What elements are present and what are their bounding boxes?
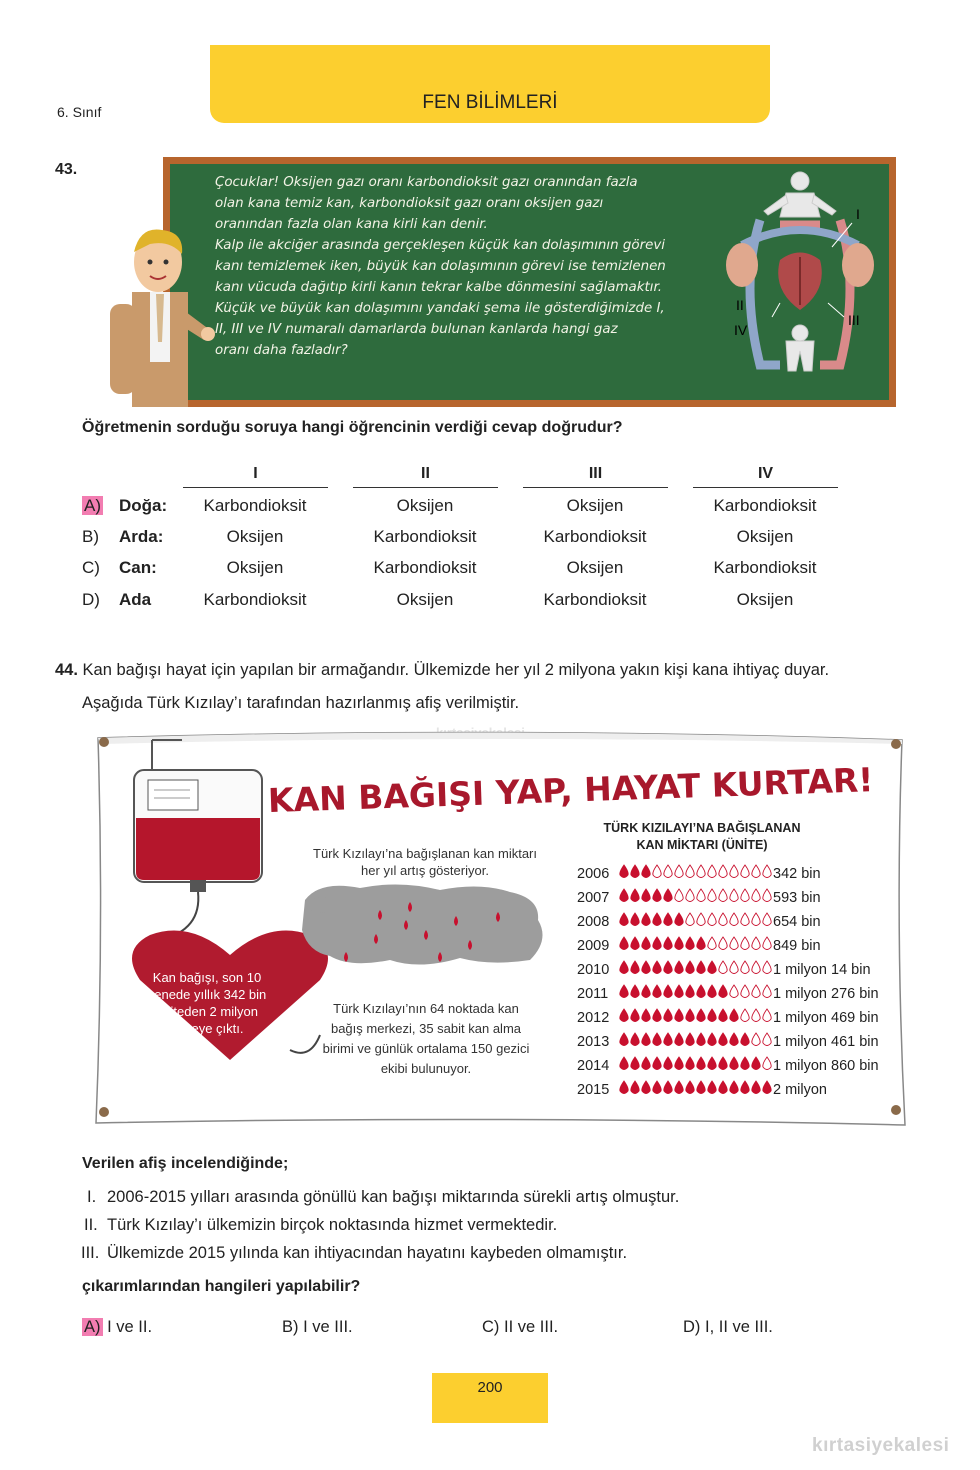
- option-letter: D): [683, 1318, 701, 1336]
- chart-value-label: 1 milyon 461 bin: [773, 1034, 879, 1050]
- label-II: II: [736, 297, 744, 313]
- col-header-I: I: [253, 465, 258, 482]
- statement-text: 2006-2015 yılları arasında gönüllü kan bağışı miktarında sürekli artış olmuştur.: [107, 1188, 680, 1206]
- answer-cell: Karbondioksit: [373, 558, 477, 577]
- answer-cell: Oksijen: [396, 590, 454, 609]
- chart-year-label: 2010: [577, 962, 610, 978]
- header-rule: [183, 487, 328, 488]
- chart-value-label: 1 milyon 276 bin: [773, 986, 879, 1002]
- answer-cell: Karbondioksit: [543, 527, 647, 546]
- option-d[interactable]: [683, 1318, 773, 1337]
- answer-cell: Oksijen: [396, 496, 454, 515]
- answer-cell: Karbondioksit: [203, 496, 307, 515]
- heart-text-line: senede yıllık 342 bin: [147, 987, 267, 1002]
- board-line: oranı daha fazladır?: [215, 343, 348, 358]
- option-letter: C): [482, 1318, 500, 1336]
- chart-year-label: 2011: [577, 986, 609, 1002]
- chart-value-label: 1 milyon 860 bin: [773, 1058, 879, 1074]
- poster-title: KAN BAĞIŞI YAP, HAYAT KURTAR!: [267, 760, 874, 821]
- label-III: III: [848, 312, 860, 328]
- chart-value-label: 1 milyon 469 bin: [773, 1010, 879, 1026]
- chart-title-line: KAN MİKTARI (ÜNİTE): [636, 838, 768, 852]
- board-line: Kalp ile akciğer arasında gerçekleşen küçük kan dolaşımının görevi: [215, 238, 665, 253]
- board-line: Küçük ve büyük kan dolaşımını yandaki şema ile gösterdiğimizde I,: [215, 301, 665, 316]
- chart-value-label: 1 milyon 14 bin: [773, 962, 871, 978]
- col-header-II: II: [421, 465, 430, 482]
- chart-value-label: 849 bin: [773, 938, 821, 954]
- answer-cell: Karbondioksit: [713, 558, 817, 577]
- statement-text: Türk Kızılay’ı ülkemizin birçok noktasında hizmet vermektedir.: [107, 1216, 558, 1234]
- teacher-illustration: [100, 222, 220, 407]
- answer-cell: Oksijen: [736, 527, 794, 546]
- option-b[interactable]: [282, 1318, 353, 1337]
- question-44-text: çıkarımlarından hangileri yapılabilir?: [82, 1278, 361, 1295]
- option-text: I, II ve III.: [705, 1318, 773, 1336]
- statements-prompt: Verilen afiş incelendiğinde;: [82, 1155, 289, 1172]
- answer-marker: A): [84, 496, 101, 515]
- chart-year-label: 2006: [577, 866, 610, 882]
- option-text: I ve II.: [107, 1318, 153, 1336]
- student-name: Doğa:: [119, 496, 168, 515]
- label-IV: IV: [734, 322, 748, 338]
- board-line: oranından fazla olan kana kirli kan denir.: [215, 217, 488, 232]
- board-line: II, III ve IV numaralı damarlarda bulunan kanlarda hangi gaz: [215, 322, 618, 337]
- map-caption-bottom: ekibi bulunuyor.: [380, 1061, 472, 1076]
- chart-value-label: 342 bin: [773, 866, 821, 882]
- map-caption-bottom: birimi ve günlük ortalama 150 gezici: [322, 1041, 530, 1056]
- footer-watermark: kırtasiyekalesi: [812, 1435, 950, 1456]
- option-b-letter[interactable]: B): [82, 527, 99, 546]
- board-line: olan kana temiz kan, karbondioksit gazı oranı oksijen gazı: [215, 196, 604, 211]
- answer-cell: Oksijen: [566, 558, 624, 577]
- chart-year-label: 2013: [577, 1034, 610, 1050]
- map-caption-top: Türk Kızılayı’na bağışlanan kan miktarı: [313, 846, 537, 861]
- question-43-number: 43.: [55, 161, 78, 178]
- answer-cell: Oksijen: [566, 496, 624, 515]
- board-line: kanı vücuda dağıtıp kirli kanın tekrar kalbe dönmesini sağlamaktır.: [215, 280, 663, 295]
- label-I: I: [856, 206, 860, 222]
- col-header-IV: IV: [757, 465, 774, 482]
- board-line: Çocuklar! Oksijen gazı oranı karbondioksit gazı oranından fazla: [215, 175, 638, 190]
- header-rule: [523, 487, 668, 488]
- option-a[interactable]: [82, 1318, 152, 1337]
- grade-label: 6. Sınıf: [57, 104, 102, 120]
- option-letter: B): [282, 1318, 299, 1336]
- board-line: kanı temizlemek iken, büyük kan dolaşımının görevi ise temizlenen: [215, 259, 666, 274]
- student-name: Arda:: [119, 527, 164, 546]
- chart-title-line: TÜRK KIZILAYI’NA BAĞIŞLANAN: [603, 821, 801, 835]
- answer-cell: Karbondioksit: [713, 496, 817, 515]
- chart-year-label: 2009: [577, 938, 610, 954]
- statement-number: III.: [81, 1244, 100, 1262]
- heart-text-line: Kan bağışı, son 10: [152, 970, 262, 985]
- subject-title: FEN BİLİMLERİ: [422, 92, 558, 113]
- answer-cell: Karbondioksit: [373, 527, 477, 546]
- statement-number: I.: [87, 1188, 97, 1206]
- map-caption-bottom: Türk Kızılayı’nın 64 noktada kan: [333, 1001, 519, 1016]
- option-d-letter[interactable]: D): [82, 590, 100, 609]
- student-name: Can:: [119, 558, 157, 577]
- chart-year-label: 2014: [577, 1058, 610, 1074]
- chart-year-label: 2012: [577, 1010, 610, 1026]
- circulation-diagram: [720, 165, 890, 400]
- question-44-line2: Aşağıda Türk Kızılay’ı tarafından hazırlanmış afiş verilmiştir.: [82, 694, 520, 712]
- statement-text: Ülkemizde 2015 yılında kan ihtiyacından hayatını kaybeden olmamıştır.: [107, 1244, 628, 1262]
- chart-year-label: 2015: [577, 1082, 610, 1098]
- option-c-letter[interactable]: C): [82, 558, 100, 577]
- chart-value-label: 2 milyon: [773, 1082, 827, 1098]
- answer-cell: Oksijen: [226, 527, 284, 546]
- chart-value-label: 593 bin: [773, 890, 821, 906]
- heart-text-line: üniteden 2 milyon: [156, 1004, 258, 1019]
- question-44-number: 44.: [55, 661, 78, 679]
- chalkboard-text: [215, 172, 715, 361]
- question-43-text: Öğretmenin sorduğu soruya hangi öğrencinin verdiği cevap doğrudur?: [82, 419, 623, 436]
- student-name: Ada: [119, 590, 152, 609]
- page-number: 200: [477, 1379, 503, 1396]
- option-c[interactable]: [482, 1318, 558, 1337]
- chart-year-label: 2007: [577, 890, 610, 906]
- answer-cell: Oksijen: [736, 590, 794, 609]
- header-rule: [353, 487, 498, 488]
- option-text: II ve III.: [504, 1318, 559, 1336]
- answer-cell: Karbondioksit: [203, 590, 307, 609]
- chart-value-label: 654 bin: [773, 914, 821, 930]
- map-caption-bottom: bağış merkezi, 35 sabit kan alma: [330, 1021, 522, 1036]
- option-a-letter[interactable]: [82, 496, 103, 516]
- question-44-intro: [55, 661, 829, 680]
- chart-year-label: 2008: [577, 914, 610, 930]
- heart-text-line: üniteye çıktı.: [170, 1021, 244, 1036]
- poster: [90, 730, 910, 1130]
- question-44-line1: Kan bağışı hayat için yapılan bir armağandır. Ülkemizde her yıl 2 milyona yakın kişi kana ihtiyaç duyar.: [82, 661, 830, 679]
- col-header-III: III: [588, 465, 603, 482]
- answer-marker: A): [84, 1318, 101, 1336]
- map-caption-top: her yıl artış gösteriyor.: [361, 863, 489, 878]
- option-text: I ve III.: [303, 1318, 353, 1336]
- statement-number: II.: [84, 1216, 98, 1234]
- header-rule: [693, 487, 838, 488]
- answer-cell: Karbondioksit: [543, 590, 647, 609]
- answer-cell: Oksijen: [226, 558, 284, 577]
